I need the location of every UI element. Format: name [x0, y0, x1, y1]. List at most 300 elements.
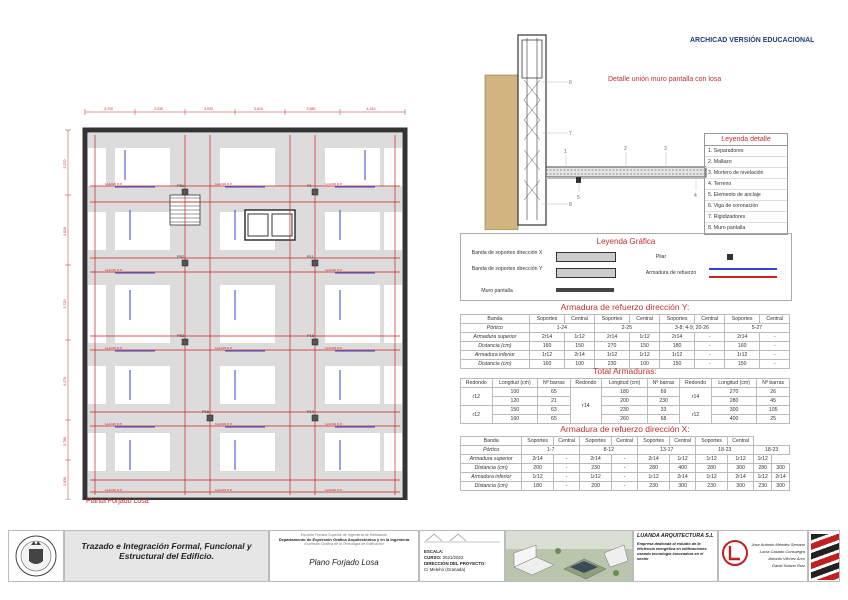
swatch-rebar-blue [709, 268, 777, 270]
dimension-label: 3.030 [204, 107, 213, 111]
table-header-cell: Banda [461, 437, 522, 446]
pillar [182, 260, 188, 266]
row-label: Pórtico [461, 446, 522, 455]
rebar-label: 1φ12/20 D.P. [215, 182, 233, 186]
studio-logo-icon [420, 532, 504, 544]
table-cell: 150 [659, 360, 695, 369]
marker-6: 6 [569, 80, 572, 86]
edge-zone [88, 285, 106, 343]
detail-legend-item: 1. Separadores [705, 146, 787, 157]
table-cell: 1r12 [754, 473, 772, 482]
detail-legend [704, 133, 788, 235]
table-cell: 63 [538, 406, 571, 415]
edge-zone [384, 433, 402, 471]
table-cell: 1r12 [630, 351, 660, 360]
slab [546, 167, 706, 177]
rebar-label: 1φ12/20 D.P. [325, 346, 343, 350]
table-cell: 300 [772, 482, 790, 491]
table-cell: 300 [727, 464, 753, 473]
legend-rebar: Armadura de refuerzo [645, 270, 697, 276]
title-block [8, 530, 840, 582]
table-cell: 69 [647, 388, 680, 397]
table-cell: 300 [727, 482, 753, 491]
edge-zone [88, 433, 106, 471]
table-row [461, 464, 790, 473]
table-cell: 300 [669, 482, 695, 491]
table-header-cell: Nº barras [757, 379, 790, 388]
table-cell: 1r12 [529, 351, 565, 360]
table-cell: - [695, 333, 725, 342]
row-label: Armadura superior [461, 455, 522, 464]
support-free-zone [220, 433, 275, 471]
info-box [419, 530, 505, 582]
table-row [461, 415, 790, 424]
table-cell: - [760, 333, 790, 342]
table-cell: 160 [529, 360, 565, 369]
table-cell: 150 [565, 342, 595, 351]
table-header-row [461, 437, 790, 446]
table-header-cell: Nº barras [538, 379, 571, 388]
table-header-cell: Soportes [724, 315, 760, 324]
legend-wall: Muro pantalla [481, 288, 513, 294]
table-header-cell: Longitud (cm) [711, 379, 757, 388]
table-cell: 2r14 [638, 455, 670, 464]
support-free-zone [325, 366, 380, 404]
detail-legend-item: 3. Mortero de nivelación [705, 168, 787, 179]
table-cell: 33 [647, 406, 680, 415]
support-free-zone [220, 148, 275, 186]
table-cell: 160 [492, 415, 538, 424]
marker-2: 2 [624, 146, 627, 152]
table-cell: - [553, 482, 579, 491]
plan-caption: Planta Forjado Losa [86, 498, 149, 505]
table-header-cell: Redondo [680, 379, 712, 388]
pillar-label: P51 [177, 183, 185, 188]
legend-pillar: Pilar [655, 254, 667, 260]
marker-1: 1 [564, 149, 567, 155]
table-cell: 1r12 [754, 455, 772, 464]
company-logo-icon [721, 539, 749, 567]
legend-band-x: Banda de soportes dirección X [471, 250, 543, 256]
support-free-zone [325, 212, 380, 250]
table-cell: 1r12 [580, 473, 612, 482]
table-cell: 230 [754, 482, 772, 491]
edge-zone [88, 148, 106, 186]
area-name: Expresión Gráfica de la Tecnología de Edificación [304, 542, 384, 546]
wall-slab-detail [480, 30, 710, 230]
direccion-label: DIRECCIÓN DEL PROYECTO: [424, 561, 486, 566]
row-label: Pórtico [461, 324, 530, 333]
portico-row [461, 324, 790, 333]
detail-legend-item: 6. Viga de coronación [705, 201, 787, 212]
swatch-rebar-red [709, 276, 777, 278]
university-crest-icon [9, 531, 63, 581]
marker-4: 4 [694, 193, 697, 199]
table-cell: - [611, 482, 637, 491]
curso-row: CURSO: 2021/2022 [424, 555, 464, 560]
rebar-label: 1φ12/20 D.P. [325, 422, 343, 426]
diameter-cell: r12 [461, 388, 493, 406]
portico-cell: 1-7 [522, 446, 580, 455]
table-row [461, 455, 790, 464]
table-total [460, 378, 790, 424]
table-cell: 1r12 [724, 351, 760, 360]
table-cell: 160 [724, 342, 760, 351]
table-cell: 280 [711, 397, 757, 406]
edge-zone [384, 285, 402, 343]
dimension-label: 3.980 [306, 107, 316, 111]
table-header-cell: Soportes [580, 437, 612, 446]
swatch-pillar [727, 254, 733, 260]
pillar-label: P1 [307, 183, 312, 188]
table-total-title: Total Armaduras: [593, 366, 657, 376]
table-cell: 26 [757, 388, 790, 397]
table-cell: 1r12 [727, 455, 753, 464]
table-cell: - [553, 473, 579, 482]
table-header-cell: Nº barras [647, 379, 680, 388]
rebar-label: 1φ12/20 D.P. [325, 268, 343, 272]
row-label: Distancia (cm) [461, 482, 522, 491]
table-header-cell: Soportes [659, 315, 695, 324]
rebar-label: 1φ12/20 D.P. [325, 182, 343, 186]
legend-band-y: Banda de soportes dirección Y [471, 266, 543, 272]
table-cell: - [611, 455, 637, 464]
pillar [312, 415, 318, 421]
detail-legend-item: 7. Rigidizadores [705, 212, 787, 223]
table-header-cell: Redondo [570, 379, 602, 388]
table-cell: 65 [538, 388, 571, 397]
pillar-label: P11 [307, 254, 314, 259]
table-cell: 2r14 [772, 473, 790, 482]
marker-8: 8 [569, 202, 572, 208]
table-cell: 180 [602, 388, 648, 397]
authors-box [718, 530, 808, 582]
portico-cell: 18-23 [696, 446, 754, 455]
pillar [182, 339, 188, 345]
portico-cell: 1-24 [529, 324, 594, 333]
table-cell: 230 [594, 360, 630, 369]
dimension-label: 3.810 [63, 227, 67, 236]
university-logo-box [8, 530, 64, 582]
table-cell: 1r12 [594, 351, 630, 360]
marker-7: 7 [569, 131, 572, 137]
support-free-zone [115, 212, 170, 250]
row-label: Distancia (cm) [461, 342, 530, 351]
authors-list [751, 541, 805, 569]
table-row [461, 406, 790, 415]
table-cell: 100 [492, 388, 538, 397]
support-free-zone [220, 366, 275, 404]
pillar [182, 189, 188, 195]
plan-name: Plano Forjado Losa [309, 558, 379, 567]
table-cell: - [553, 464, 579, 473]
dimension-label: 3.230 [154, 107, 163, 111]
rebar-label: 1φ12/20 D.P. [105, 268, 123, 272]
table-cell: 2r14 [724, 333, 760, 342]
support-free-zone [325, 148, 380, 186]
table-header-cell: Soportes [696, 437, 728, 446]
pillar-label: P16 [202, 409, 210, 414]
table-cell: - [695, 342, 725, 351]
support-free-zone [115, 366, 170, 404]
table-cell: - [760, 342, 790, 351]
table-cell: 230 [638, 482, 670, 491]
pillar [312, 260, 318, 266]
swatch-band-y [556, 268, 616, 278]
pillar [312, 339, 318, 345]
table-cell: 2r14 [659, 333, 695, 342]
table-cell: 150 [492, 406, 538, 415]
diameter-cell: r14 [570, 388, 602, 424]
table-header-cell: Redondo [461, 379, 493, 388]
marker-3: 3 [664, 146, 667, 152]
company-box [633, 530, 718, 582]
table-cell: 1r12 [669, 455, 695, 464]
project-title: Trazado e Integración Formal, Funcional y Estructural del Edificio. [81, 541, 252, 561]
direccion-value: C/ Melehó (Granada) [424, 567, 466, 572]
table-row [461, 388, 790, 397]
decorative-stripes [811, 534, 839, 580]
portico-row [461, 446, 790, 455]
edge-zone [384, 366, 402, 404]
portico-cell: 3-8; 4-9; 20-26 [659, 324, 724, 333]
rebar-label: 1φ12/20 D.P. [105, 488, 123, 492]
table-cell: - [553, 455, 579, 464]
dimension-label: 4.170 [63, 377, 67, 386]
table-cell: 270 [594, 342, 630, 351]
table-cell: 200 [602, 397, 648, 406]
table-header-row [461, 379, 790, 388]
table-cell: 1r12 [696, 473, 728, 482]
table-header-cell: Longitud (cm) [602, 379, 648, 388]
diameter-cell: r14 [680, 388, 712, 406]
row-label: Distancia (cm) [461, 464, 522, 473]
row-label: Armadura inferior [461, 473, 522, 482]
swatch-band-x [556, 252, 616, 262]
dimension-label: 4.310 [366, 107, 376, 111]
detail-title: Detalle unión muro pantalla con losa [608, 76, 722, 83]
table-cell: 300 [711, 406, 757, 415]
row-label: Armadura inferior [461, 351, 530, 360]
pillar [312, 189, 318, 195]
rebar-label: 1φ12/20 D.P. [105, 422, 123, 426]
table-cell: 230 [602, 406, 648, 415]
company-name: LUANDA ARQUITECTURA S.L [637, 533, 714, 539]
table-cell: 1r12 [565, 333, 595, 342]
edge-zone [88, 366, 106, 404]
table-cell: - [760, 351, 790, 360]
dimension-label: 3.720 [63, 299, 67, 309]
edge-zone [88, 212, 106, 250]
detail-legend-item: 2. Mallazo [705, 157, 787, 168]
detail-legend-title: Leyenda detalle [705, 134, 787, 146]
dimension-label: 3.700 [104, 107, 113, 111]
table-cell: 180 [522, 482, 554, 491]
table-cell: 230 [696, 482, 728, 491]
pillar-label: P15 [307, 333, 315, 338]
author-name: Lucía Casado Consuegra [759, 549, 805, 554]
graphic-legend-title: Leyenda Gráfica [596, 237, 656, 246]
portico-cell: 5-27 [724, 324, 789, 333]
table-cell: - [611, 473, 637, 482]
pillar-label: P52 [177, 254, 185, 259]
table-cell: 2r14 [727, 473, 753, 482]
table-row [461, 397, 790, 406]
support-free-zone [220, 285, 275, 343]
table-header-cell: Longitud (cm) [492, 379, 538, 388]
table-cell: - [611, 464, 637, 473]
table-cell: 200 [580, 482, 612, 491]
support-free-zone [115, 433, 170, 471]
graphic-legend [460, 233, 792, 301]
school-box [269, 530, 419, 582]
table-cell: 1r12 [638, 473, 670, 482]
table-cell: - [695, 351, 725, 360]
table-cell: 150 [724, 360, 760, 369]
author-name: David Solano Ruiz [772, 563, 805, 568]
table-x-title: Armadura de refuerzo dirección X: [560, 424, 690, 434]
table-header-cell: Soportes [638, 437, 670, 446]
table-header-cell: Banda [461, 315, 530, 324]
building-render [505, 530, 633, 582]
department-name: Departamento de Expresión Gráfica Arquitectónica y en la Ingeniería [278, 537, 410, 542]
terrain [485, 75, 518, 230]
table-cell: 230 [580, 464, 612, 473]
table-cell: 2r14 [580, 455, 612, 464]
table-row [461, 473, 790, 482]
table-row [461, 333, 790, 342]
row-label: Distancia (cm) [461, 360, 530, 369]
table-cell: 2r14 [529, 333, 565, 342]
table-cell: 100 [630, 360, 660, 369]
table-cell: 280 [696, 464, 728, 473]
table-row [461, 482, 790, 491]
rebar-label: 1φ12/20 D.P. [215, 422, 233, 426]
table-header-cell: Soportes [529, 315, 565, 324]
rebar-label: 1φ12/20 D.P. [325, 488, 343, 492]
pillar-label: P53 [177, 333, 185, 338]
table-cell: 21 [538, 397, 571, 406]
table-header-cell: Central [727, 437, 753, 446]
portico-cell: 2-25 [594, 324, 659, 333]
table-cell: 120 [492, 397, 538, 406]
portico-cell: 8-12 [580, 446, 638, 455]
marker-5: 5 [577, 195, 580, 201]
table-header-cell: Central [669, 437, 695, 446]
table-header-cell: Central [611, 437, 637, 446]
table-cell: 280 [754, 464, 772, 473]
support-free-zone [325, 433, 380, 471]
table-cell: 260 [602, 415, 648, 424]
row-label: Armadura superior [461, 333, 530, 342]
dimension-label: 3.830 [63, 477, 67, 486]
table-header-cell: Central [760, 315, 790, 324]
table-cell: 2r14 [522, 455, 554, 464]
stripes-box [808, 530, 840, 582]
table-cell: 2r14 [594, 333, 630, 342]
table-header-cell: Soportes [522, 437, 554, 446]
table-header-cell: Central [553, 437, 579, 446]
table-cell: - [760, 360, 790, 369]
table-header-cell: Central [695, 315, 725, 324]
support-free-zone [115, 285, 170, 343]
table-cell: 400 [711, 415, 757, 424]
detail-legend-item: 8. Muro pantalla [705, 223, 787, 234]
table-header-cell: Central [565, 315, 595, 324]
detail-legend-item: 5. Elemento de anclaje [705, 190, 787, 201]
table-cell: 300 [772, 464, 790, 473]
escala-label: ESCALA: [424, 549, 444, 554]
swatch-wall [556, 288, 614, 292]
detail-legend-item: 4. Terreno [705, 179, 787, 190]
table-cell: 200 [522, 464, 554, 473]
table-cell: 2r14 [565, 351, 595, 360]
author-name: Jose Antonio Méndez Serrano [751, 542, 805, 547]
floor-plan [60, 100, 410, 500]
table-header-row [461, 315, 790, 324]
table-cell: 280 [638, 464, 670, 473]
table-y-title: Armadura de refuerzo dirección Y: [560, 302, 690, 312]
table-cell: 1r12 [659, 351, 695, 360]
table-cell: 2r14 [669, 473, 695, 482]
rebar-label: 1φ12/20 D.P. [105, 346, 123, 350]
school-name: Escuela Técnica Superior de Ingeniería de Edificación [300, 533, 388, 537]
table-cell: - [695, 360, 725, 369]
table-y [460, 314, 790, 369]
edge-zone [384, 212, 402, 250]
table-cell: 230 [647, 397, 680, 406]
table-cell: 160 [529, 342, 565, 351]
table-cell: 68 [647, 415, 680, 424]
table-cell: 150 [630, 342, 660, 351]
table-cell: 105 [757, 406, 790, 415]
table-cell: 270 [711, 388, 757, 397]
portico-cell: 18-23 [754, 446, 790, 455]
rebar-label: 1φ12/20 D.P. [215, 346, 233, 350]
diameter-cell: r12 [461, 406, 493, 424]
table-cell: 1r12 [522, 473, 554, 482]
portico-cell: 13-17 [638, 446, 696, 455]
diameter-cell: r12 [680, 406, 712, 424]
author-name: Antonio Vilchez Arco [768, 556, 805, 561]
table-cell: 1r12 [630, 333, 660, 342]
table-cell: 1r12 [696, 455, 728, 464]
edge-zone [384, 148, 402, 186]
support-free-zone [325, 285, 380, 343]
table-cell: 65 [538, 415, 571, 424]
dimension-label: 3.610 [254, 107, 263, 111]
table-cell: 400 [669, 464, 695, 473]
table-cell: 180 [659, 342, 695, 351]
table-row [461, 342, 790, 351]
pillar [207, 415, 213, 421]
table-header-cell: Central [630, 315, 660, 324]
table-cell: 25 [757, 415, 790, 424]
rebar-label: 1φ12/20 D.P. [215, 488, 233, 492]
rebar-label: 1φ12/20 D.P. [105, 182, 123, 186]
dimension-label: 3.780 [63, 437, 67, 446]
dimension-label: 3.370 [63, 159, 67, 169]
table-cell: 45 [757, 397, 790, 406]
table-cell: 100 [565, 360, 595, 369]
project-title-box [64, 530, 269, 582]
table-row [461, 351, 790, 360]
support-free-zone [115, 148, 170, 186]
edition-label: ARCHICAD VERSIÓN EDUCACIONAL [690, 37, 815, 44]
company-desc: Empresa dedicada al estudio de la eficiencia energética en edificaciones usando tecnología innovadora en el sector [637, 541, 707, 561]
table-x [460, 436, 790, 491]
pillar-label: P19 [307, 409, 315, 414]
